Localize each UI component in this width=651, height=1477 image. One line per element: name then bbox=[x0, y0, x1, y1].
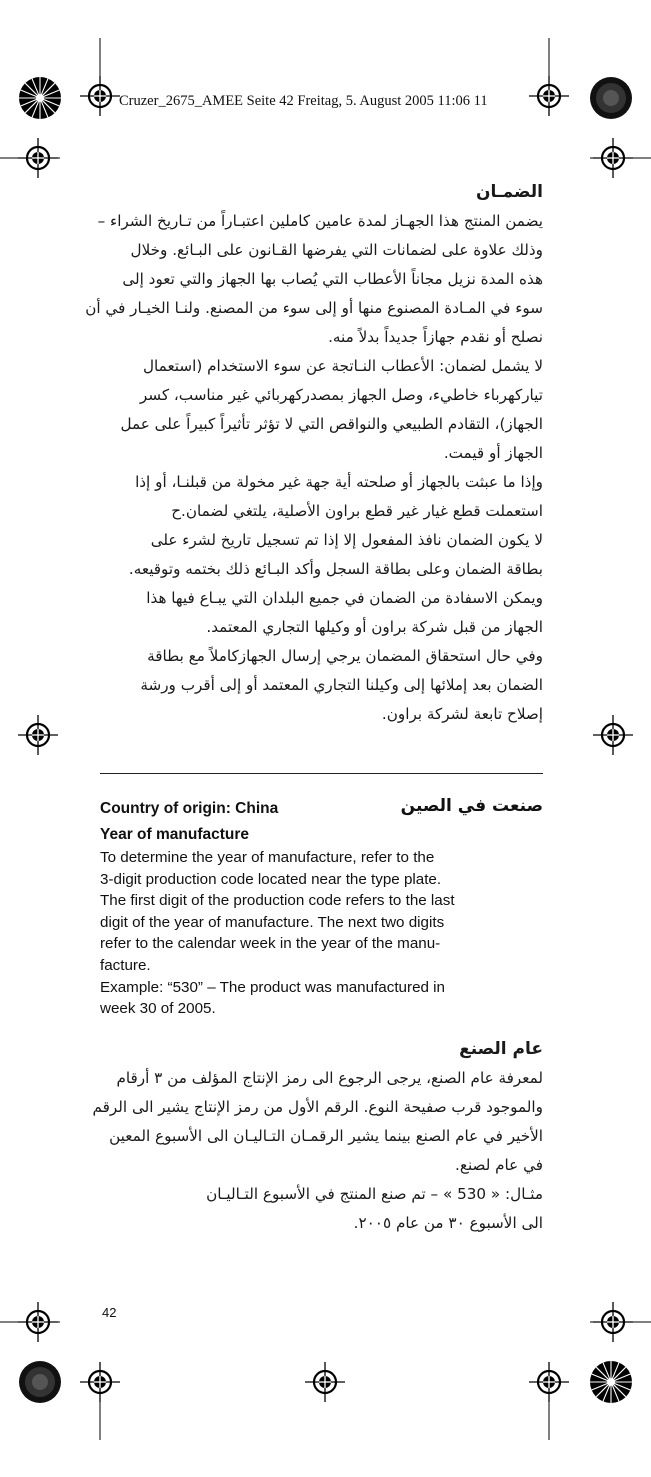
warranty-line: هذه المدة نزيل مجاناً الأعطاب التي يُصاب بها الجهاز والتي تعود إلى bbox=[122, 270, 543, 288]
manufacture-line: week 30 of 2005. bbox=[100, 1000, 216, 1018]
warranty-line: لا يكون الضمان نافذ المفعول إلا إذا تم تسجيل تاريخ لشرء على bbox=[150, 531, 543, 549]
section-divider bbox=[100, 773, 543, 774]
manufacture-line-ar: والموجود قرب صفيحة النوع. الرقم الأول من رمز الإنتاج يشير الى الرقم bbox=[92, 1098, 543, 1116]
manufacture-line-ar: الى الأسبوع ٣٠ من عام ٢٠٠٥. bbox=[353, 1214, 543, 1232]
dotball-icon-top-right bbox=[590, 77, 632, 119]
warranty-line: إصلاح تابعة لشركة براون. bbox=[381, 705, 543, 723]
registration-icon-top-right bbox=[529, 76, 569, 116]
year-of-manufacture-title: Year of manufacture bbox=[100, 826, 250, 843]
warranty-line: الجهاز أو قيمت. bbox=[443, 444, 543, 462]
year-of-manufacture-body bbox=[100, 847, 540, 1020]
starburst-icon-top-left bbox=[19, 77, 61, 119]
warranty-line: الضمان بعد إملائها إلى وكيلنا التجاري المعتمد أو إلى أقرب ورشة bbox=[140, 676, 543, 694]
warranty-title: الضمـان bbox=[475, 182, 543, 202]
manufacture-line-ar: في عام لصنع. bbox=[455, 1156, 543, 1174]
registration-icon-bottom-center bbox=[305, 1362, 345, 1402]
registration-icon-left-lower bbox=[18, 1302, 58, 1342]
registration-icon-right-upper bbox=[593, 138, 633, 178]
warranty-line: بطاقة الضمان وعلى بطاقة السجل وأكد البـائع ذلك بختمه وتوقيعه. bbox=[128, 560, 543, 578]
registration-icon-bottom-right bbox=[529, 1362, 569, 1402]
registration-icon-right-lower bbox=[593, 1302, 633, 1342]
starburst-icon-bottom-right bbox=[590, 1361, 632, 1403]
warranty-line: الجهاز)، التقادم الطبيعي والنواقص التي لا تؤثر تأثيراً كبيراً على عمل bbox=[120, 415, 543, 433]
manufacture-title-ar: عام الصنع bbox=[459, 1039, 543, 1059]
manufacture-line: To determine the year of manufacture, refer to the bbox=[100, 849, 435, 866]
warranty-line: وذلك علاوة على لضمانات التي يفرضها القـانون على البـائع. وخلال bbox=[130, 241, 543, 259]
manufacture-section-ar bbox=[92, 1035, 543, 1238]
manufacture-line-ar: لمعرفة عام الصنع، يرجى الرجوع الى رمز الإنتاج المؤلف من ٣ أرقام bbox=[116, 1069, 543, 1087]
registration-icon-top-left bbox=[80, 76, 120, 116]
dotball-icon-bottom-left bbox=[19, 1361, 61, 1403]
country-of-origin-ar: صنعت في الصين bbox=[400, 796, 543, 816]
warranty-line: تياركهرباء خاطيء، وصل الجهاز بمصدركهربائي غير مناسب، كسر bbox=[139, 386, 543, 404]
warranty-line: الجهاز من قبل شركة براون أو وكيلها التجاري المعتمد. bbox=[206, 618, 543, 636]
warranty-section-ar bbox=[85, 178, 543, 729]
warranty-line: سوء في المـادة المصنوع منها أو إلى سوء من المصنع. ولنـا الخيـار في أن bbox=[85, 299, 543, 317]
manufacture-line: digit of the year of manufacture. The next two digits bbox=[100, 913, 445, 931]
manufacture-line-ar: مثـال: « 530 » – تم صنع المنتج في الأسبوع التـاليـان bbox=[206, 1185, 543, 1203]
print-slug: Cruzer_2675_AMEE Seite 42 Freitag, 5. August 2005 11:06 11 bbox=[119, 93, 488, 109]
manufacture-line: 3-digit production code located near the type plate. bbox=[100, 870, 442, 888]
warranty-line: استعملت قطع غيار غير قطع براون الأصلية، يلتغي لضمان.ح bbox=[171, 502, 543, 520]
manufacture-line: facture. bbox=[100, 956, 151, 974]
manufacture-line-ar: الأخير في عام الصنع بينما يشير الرقمـان التـاليـان الى الأسبوع المعين bbox=[109, 1127, 543, 1145]
country-of-origin-en: Country of origin: China bbox=[100, 800, 279, 817]
manufacture-line: Example: “530” – The product was manufactured in bbox=[100, 978, 445, 996]
registration-icon-left-middle bbox=[18, 715, 58, 755]
page-number: 42 bbox=[102, 1305, 117, 1320]
warranty-line: وفي حال استحقاق المضمان يرجي إرسال الجهازكاملاً مع بطاقة bbox=[147, 647, 543, 665]
manufacture-line: refer to the calendar week in the year of the manu- bbox=[100, 935, 441, 953]
warranty-line: وإذا ما عبثت بالجهاز أو صلحته أية جهة غير مخولة من قبلنـا، أو إذا bbox=[135, 473, 543, 491]
warranty-line: لا يشمل لضمان: الأعطاب النـاتجة عن سوء الاستخدام (استعمال bbox=[143, 357, 543, 375]
warranty-line: يضمن المنتج هذا الجهـاز لمدة عامين كاملين اعتبـاراً من تـاريخ الشراء – bbox=[97, 212, 543, 230]
registration-icon-right-middle bbox=[593, 715, 633, 755]
registration-icon-left-upper bbox=[18, 138, 58, 178]
warranty-line: ويمكن الاسفادة من الضمان في جميع البلدان التي يبـاع فيها هذا bbox=[146, 589, 543, 607]
warranty-line: نصلح أو نقدم جهازاً جديداً بدلاً منه. bbox=[328, 328, 543, 346]
manufacture-line: The first digit of the production code refers to the last bbox=[100, 892, 455, 910]
registration-icon-bottom-left bbox=[80, 1362, 120, 1402]
